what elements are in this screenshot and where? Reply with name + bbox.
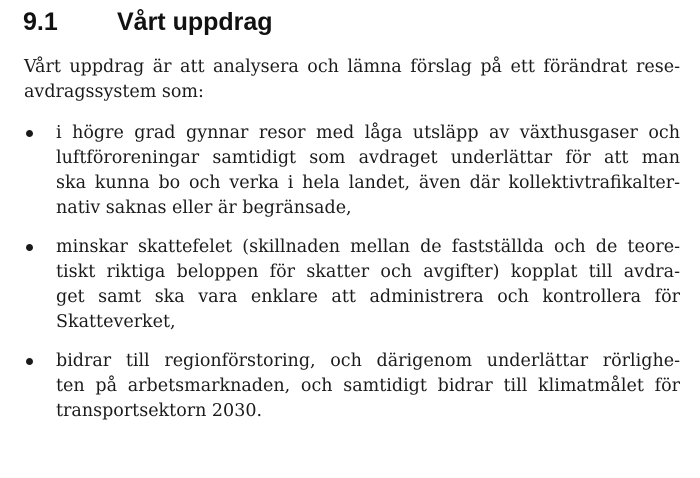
bullet-line: nativ saknas eller är begränsade, xyxy=(56,198,352,218)
bullet-line: luftföroreningar samtidigt som avdraget underlättar för att man xyxy=(56,148,680,168)
bullet-list xyxy=(24,121,680,424)
bullet-line: Skatteverket, xyxy=(56,312,176,332)
section-number: 9.1 xyxy=(23,8,58,36)
intro-paragraph xyxy=(24,55,680,105)
section-heading xyxy=(23,7,273,37)
section-body xyxy=(24,55,680,438)
intro-line: avdragssystem som: xyxy=(24,82,204,102)
list-item xyxy=(24,235,680,335)
bullet-icon xyxy=(26,244,33,251)
bullet-icon xyxy=(26,130,33,137)
bullet-line: tiskt riktiga beloppen för skatter och avgifter) kopplat till avdra- xyxy=(56,262,680,282)
intro-line: Vårt uppdrag är att analysera och lämna förslag på ett förändrat rese- xyxy=(24,57,680,77)
bullet-line: ten på arbetsmarknaden, och samtidigt bidrar till klimatmålet för xyxy=(56,376,680,396)
bullet-line: get samt ska vara enklare att administrera och kontrollera för xyxy=(56,287,680,307)
list-item xyxy=(24,349,680,424)
section-title: Vårt uppdrag xyxy=(117,8,273,36)
bullet-line: ska kunna bo och verka i hela landet, även där kollektivtrafikalter- xyxy=(56,173,680,193)
list-item xyxy=(24,121,680,221)
bullet-icon xyxy=(26,358,33,365)
bullet-line: transportsektorn 2030. xyxy=(56,401,263,421)
bullet-line: minskar skattefelet (skillnaden mellan de fastställda och de teore- xyxy=(56,237,680,257)
bullet-line: i högre grad gynnar resor med låga utsläpp av växthusgaser och xyxy=(56,123,680,143)
bullet-line: bidrar till regionförstoring, och därigenom underlättar rörlighe- xyxy=(56,351,680,371)
